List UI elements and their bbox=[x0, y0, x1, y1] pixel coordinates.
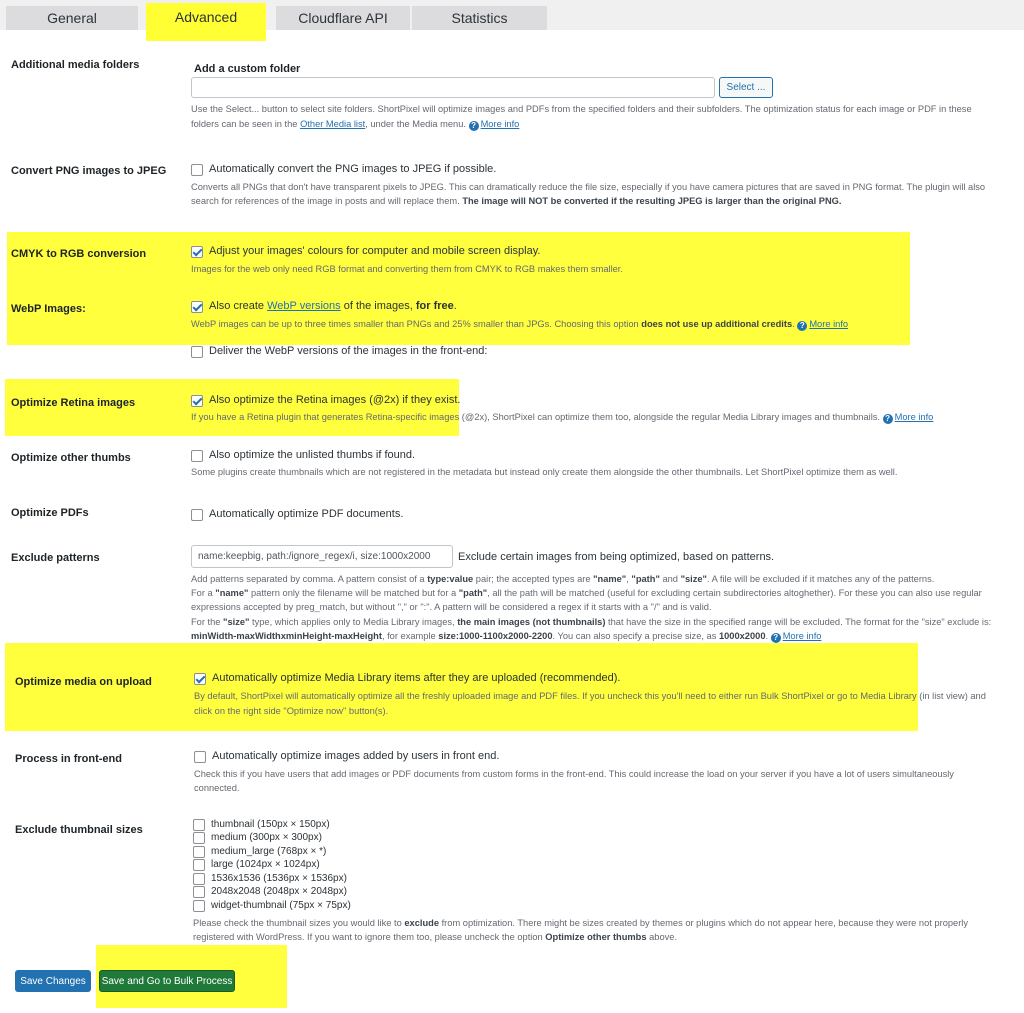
help-icon: ? bbox=[883, 414, 893, 424]
png-jpeg-desc-1: Converts all PNGs that don't have transparent pixels to JPEG. This can dramatically reduce the file size, especially if you have camera pictures that are saved in PNG format. The plugin will also bbox=[191, 182, 986, 192]
upload-label: Optimize media on upload bbox=[15, 676, 152, 688]
exclude-more-info-link[interactable]: More info bbox=[782, 631, 822, 641]
media-folders-desc-1: Use the Select... button to select site folders. ShortPixel will optimize images and PDFs from the specified folders and their subfolders. The optimization status for each image or PDF in these bbox=[191, 104, 972, 114]
upload-checkbox[interactable] bbox=[194, 673, 206, 685]
retina-option: Also optimize the Retina images (@2x) if they exist. bbox=[209, 394, 461, 406]
thumb-size-option[interactable]: widget-thumbnail (75px × 75px) bbox=[193, 899, 351, 912]
exclude-desc-5: minWidth-maxWidthxminHeight-maxHeight, for example size:1000-1100x2000-2200. You can also specify a precise size, as 1000x2000. ? More info bbox=[191, 631, 822, 642]
upload-option: Automatically optimize Media Library items after they are uploaded (recommended). bbox=[212, 672, 621, 684]
retina-more-info-link[interactable]: More info bbox=[894, 412, 934, 422]
thumb-size-checkbox[interactable] bbox=[193, 846, 205, 858]
custom-folder-subtitle: Add a custom folder bbox=[194, 63, 301, 75]
tab-statistics[interactable]: Statistics bbox=[412, 6, 547, 30]
png-jpeg-checkbox[interactable] bbox=[191, 164, 203, 176]
retina-checkbox[interactable] bbox=[191, 395, 203, 407]
other-media-list-link[interactable]: Other Media list bbox=[300, 119, 366, 129]
help-icon: ? bbox=[797, 321, 807, 331]
save-changes-button[interactable]: Save Changes bbox=[15, 970, 91, 992]
webp-option: Also create WebP versions of the images, for free. bbox=[209, 300, 457, 312]
frontend-desc-1: Check this if you have users that add images or PDF documents from custom forms in the front-end. This could increase the load on your server if you have a lot of users simultaneously bbox=[194, 769, 954, 779]
thumb-size-checkbox[interactable] bbox=[193, 873, 205, 885]
thumb-size-checkbox[interactable] bbox=[193, 832, 205, 844]
custom-folder-input[interactable] bbox=[191, 77, 715, 98]
png-jpeg-label: Convert PNG images to JPEG bbox=[11, 165, 167, 177]
retina-label: Optimize Retina images bbox=[11, 397, 136, 409]
thumb-size-checkbox[interactable] bbox=[193, 886, 205, 898]
media-folders-label: Additional media folders bbox=[11, 59, 140, 71]
frontend-label: Process in front-end bbox=[15, 753, 122, 765]
pdfs-label: Optimize PDFs bbox=[11, 507, 89, 519]
webp-versions-link[interactable]: WebP versions bbox=[267, 300, 341, 312]
upload-desc-2: click on the right side "Optimize now" button(s). bbox=[194, 706, 389, 716]
thumb-size-option[interactable]: medium_large (768px × *) bbox=[193, 845, 326, 858]
tab-general[interactable]: General bbox=[6, 6, 138, 30]
pdfs-option: Automatically optimize PDF documents. bbox=[209, 508, 404, 520]
webp-label: WebP Images: bbox=[11, 303, 86, 315]
exclude-hint: Exclude certain images from being optimized, based on patterns. bbox=[458, 551, 775, 563]
thumb-sizes-desc-2: registered with WordPress. If you want to ignore them too, please uncheck the option Optimize other thumbs above. bbox=[193, 932, 678, 942]
upload-desc-1: By default, ShortPixel will automatically optimize all the freshly uploaded image and PDF files. If you uncheck this you'll need to either run Bulk ShortPixel or go to Media Library (in list view) and bbox=[194, 691, 986, 701]
save-bulk-button[interactable]: Save and Go to Bulk Process bbox=[99, 970, 235, 992]
other-thumbs-label: Optimize other thumbs bbox=[11, 452, 131, 464]
other-thumbs-checkbox[interactable] bbox=[191, 450, 203, 462]
cmyk-desc: Images for the web only need RGB format and converting them from CMYK to RGB makes them smaller. bbox=[191, 264, 623, 274]
media-folders-more-info-link[interactable]: More info bbox=[480, 119, 520, 129]
tab-advanced[interactable]: Advanced bbox=[146, 3, 266, 41]
thumb-sizes-label: Exclude thumbnail sizes bbox=[15, 824, 143, 836]
cmyk-label: CMYK to RGB conversion bbox=[11, 248, 147, 260]
other-thumbs-option: Also optimize the unlisted thumbs if found. bbox=[209, 449, 416, 461]
frontend-option: Automatically optimize images added by users in front end. bbox=[212, 750, 500, 762]
cmyk-checkbox[interactable] bbox=[191, 246, 203, 258]
exclude-desc-2: For a "name" pattern only the filename will be matched but for a "path", all the path will be matched (useful for excluding certain subdirectories altoghether). For these you can also use regular bbox=[191, 588, 982, 598]
webp-deliver-checkbox[interactable] bbox=[191, 346, 203, 358]
png-jpeg-desc-2: search for references of the image in posts and will replace them. The image will NOT be converted if the resulting JPEG is larger than the original PNG. bbox=[191, 196, 842, 206]
select-folder-button[interactable]: Select ... bbox=[719, 77, 773, 98]
webp-checkbox[interactable] bbox=[191, 301, 203, 313]
other-thumbs-desc: Some plugins create thumbnails which are not registered in the metadata but instead only create them alongside the other thumbnails. Let ShortPixel optimize them as well. bbox=[191, 467, 898, 477]
thumb-size-checkbox[interactable] bbox=[193, 900, 205, 912]
png-jpeg-option: Automatically convert the PNG images to JPEG if possible. bbox=[209, 163, 497, 175]
thumb-size-option[interactable]: 1536x1536 (1536px × 1536px) bbox=[193, 872, 347, 885]
thumb-sizes-desc-1: Please check the thumbnail sizes you would like to exclude from optimization. There might be sizes created by themes or plugins which do not appear here, because they were not properly bbox=[193, 918, 969, 928]
frontend-desc-2: connected. bbox=[194, 783, 240, 793]
thumb-size-option[interactable]: thumbnail (150px × 150px) bbox=[193, 818, 330, 831]
exclude-desc-4: For the "size" type, which applies only to Media Library images, the main images (not thumbnails) that have the size in the specified range will be excluded. The format for the "size" exclude is: bbox=[191, 617, 992, 627]
media-folders-desc-2: folders can be seen in the Other Media list, under the Media menu. ? More info bbox=[191, 119, 520, 130]
tab-cloudflare-api[interactable]: Cloudflare API bbox=[276, 6, 410, 30]
thumb-size-checkbox[interactable] bbox=[193, 859, 205, 871]
thumb-size-option[interactable]: large (1024px × 1024px) bbox=[193, 858, 320, 871]
thumb-size-option[interactable]: 2048x2048 (2048px × 2048px) bbox=[193, 885, 347, 898]
help-icon: ? bbox=[469, 121, 479, 131]
frontend-checkbox[interactable] bbox=[194, 751, 206, 763]
thumb-size-checkbox[interactable] bbox=[193, 819, 205, 831]
exclude-desc-3: expressions accepted by preg_match, but without "," or ":". A pattern will be considered a regex if it starts with a "/" and is valid. bbox=[191, 602, 712, 612]
webp-desc: WebP images can be up to three times smaller than PNGs and 25% smaller than JPGs. Choosing this option does not use up additional credits. ? More info bbox=[191, 319, 849, 330]
cmyk-option: Adjust your images' colours for computer and mobile screen display. bbox=[209, 245, 541, 257]
pdfs-checkbox[interactable] bbox=[191, 509, 203, 521]
retina-desc: If you have a Retina plugin that generates Retina-specific images (@2x), ShortPixel can optimize them too, alongside the regular Media Library images and thumbnails. ? More info bbox=[191, 412, 934, 423]
webp-deliver-option: Deliver the WebP versions of the images in the front-end: bbox=[209, 345, 488, 357]
webp-more-info-link[interactable]: More info bbox=[809, 319, 849, 329]
exclude-label: Exclude patterns bbox=[11, 552, 100, 564]
help-icon: ? bbox=[771, 633, 781, 643]
exclude-patterns-input[interactable]: name:keepbig, path:/ignore_regex/i, size:1000x2000 bbox=[191, 545, 453, 568]
thumb-size-option[interactable]: medium (300px × 300px) bbox=[193, 831, 322, 844]
exclude-desc-1: Add patterns separated by comma. A pattern consist of a type:value pair; the accepted types are "name", "path" and "size". A file will be excluded if it matches any of the patterns. bbox=[191, 574, 935, 584]
